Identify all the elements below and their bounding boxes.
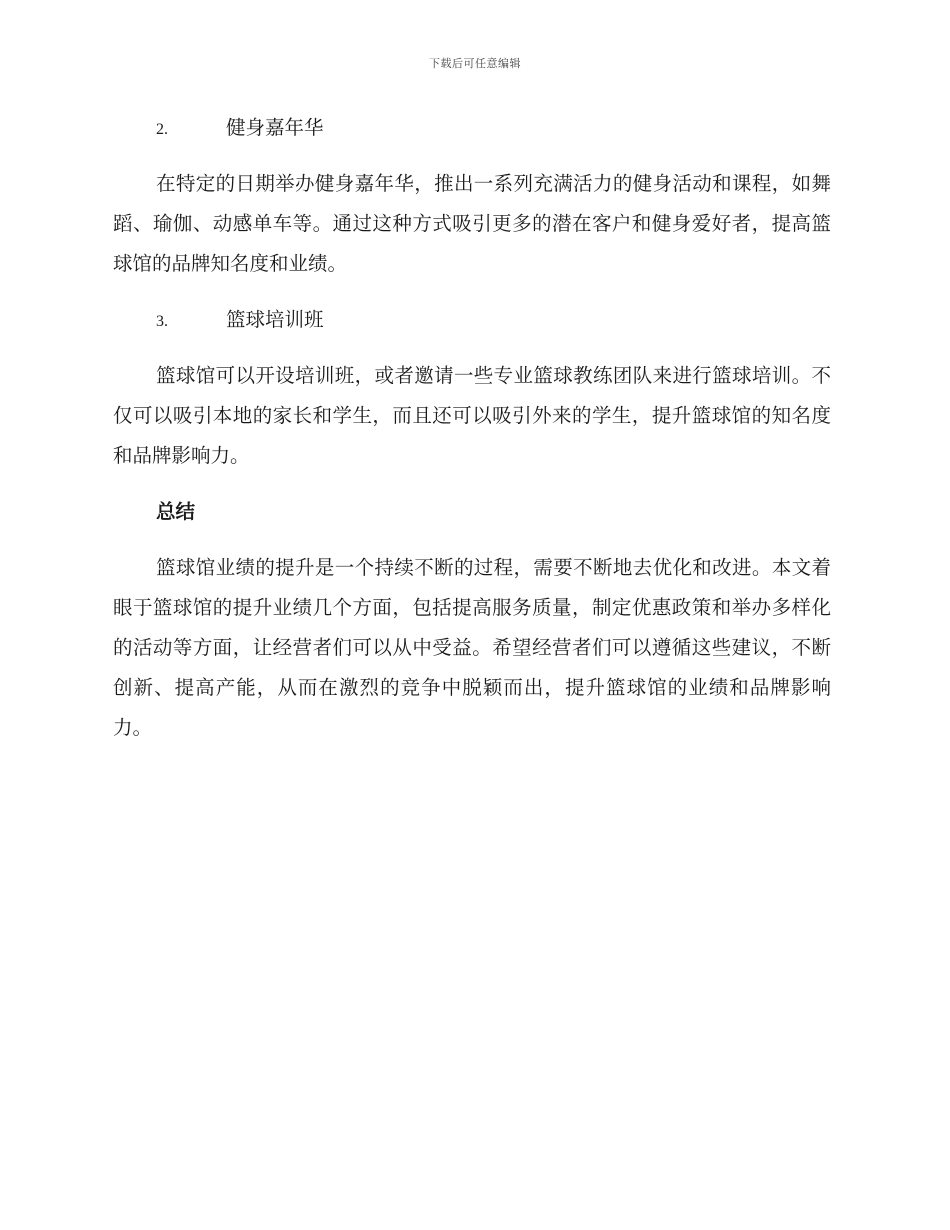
list-title: 健身嘉年华	[226, 116, 324, 139]
document-content	[113, 108, 831, 764]
paragraph-summary: 篮球馆业绩的提升是一个持续不断的过程，需要不断地去优化和改进。本文着眼于篮球馆的提升业绩几个方面，包括提高服务质量，制定优惠政策和举办多样化的活动等方面，让经营者们可以从中受益。希望经营者们可以遵循这些建议，不断创新、提高产能，从而在激烈的竞争中脱颖而出，提升篮球馆的业绩和品牌影响力。	[113, 556, 831, 739]
page-header-note: 下载后可任意编辑	[429, 57, 521, 70]
paragraph-basketball-training: 篮球馆可以开设培训班，或者邀请一些专业篮球教练团队来进行篮球培训。不仅可以吸引本地的家长和学生，而且还可以吸引外来的学生，提升篮球馆的知名度和品牌影响力。	[113, 364, 831, 467]
list-number: 3.	[156, 313, 168, 330]
list-title: 篮球培训班	[226, 308, 324, 331]
summary-heading: 总结	[156, 500, 196, 523]
paragraph-fitness-carnival: 在特定的日期举办健身嘉年华，推出一系列充满活力的健身活动和课程，如舞蹈、瑜伽、动感单车等。通过这种方式吸引更多的潜在客户和健身爱好者，提高篮球馆的品牌知名度和业绩。	[113, 172, 831, 275]
list-heading-basketball-training	[113, 300, 831, 340]
list-number: 2.	[156, 121, 168, 138]
list-heading-fitness-carnival	[113, 108, 831, 148]
